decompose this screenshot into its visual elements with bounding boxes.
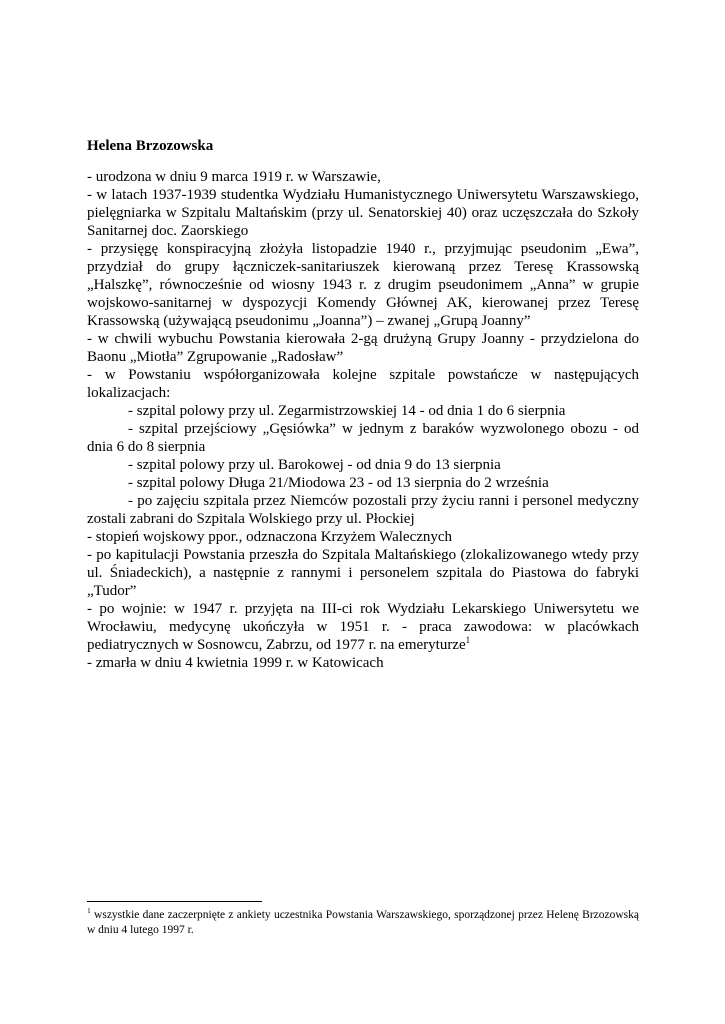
footnote-reference[interactable]: 1: [465, 635, 471, 645]
document-page: [87, 0, 639, 1024]
document-body: [87, 168, 639, 672]
hospital-item-dluga-miodowa: - szpital polowy Długa 21/Miodowa 23 - od 13 sierpnia do 2 września: [128, 475, 549, 491]
document-title: Helena Brzozowska: [87, 138, 214, 154]
hospital-item-barokowa: - szpital polowy przy ul. Barokowej - od dnia 9 do 13 sierpnia: [128, 457, 501, 473]
paragraph-capitulation: - po kapitulacji Powstania przeszła do Szpitala Maltańskiego (zlokalizowanego wtedy przy ul. Śniadeckich), a następnie z rannymi i personelem szpitala do Piastowa do fabryki „Tudor”: [87, 547, 639, 599]
paragraph-oath: - przysięgę konspiracyjną złożyła listopadzie 1940 r., przyjmując pseudonim „Ewa”, przydział do grupy łączniczek-sanitariuszek kierowaną przez Teresę Krassowską „Halszkę”, równocześnie od wiosny 1943 r. z drugim pseudonimem „Anna” w grupie wojskowo-sanitarnej w dyspozycji Komendy Głównej AK, kierowanej przez Teresę Krassowską (używającą pseudonimu „Joanna”) – zwanej „Grupą Joanny”: [87, 241, 639, 329]
footnote-text: wszystkie dane zaczerpnięte z ankiety uczestnika Powstania Warszawskiego, sporządzonej przez Helenę Brzozowską w dniu 4 lutego 1997 r.: [87, 909, 639, 936]
paragraph-birth: - urodzona w dniu 9 marca 1919 r. w Warszawie,: [87, 169, 381, 185]
paragraph-post-war: [87, 600, 639, 654]
footnote-mark: 1: [87, 906, 91, 916]
paragraph-hospitals-intro: - w Powstaniu współorganizowała kolejne szpitale powstańcze w następujących lokalizacjach:: [87, 367, 639, 401]
hospital-item-gesiowka: - szpital przejściowy „Gęsiówka” w jednym z baraków wyzwolonego obozu - od dnia 6 do 8 sierpnia: [87, 421, 639, 455]
paragraph-studies: - w latach 1937-1939 studentka Wydziału Humanistycznego Uniwersytetu Warszawskiego, pielęgniarka w Szpitalu Maltańskim (przy ul. Senatorskiej 40) oraz uczęszczała do Szkoły Sanitarnej doc. Zaorskiego: [87, 187, 639, 239]
paragraph-rank: - stopień wojskowy ppor., odznaczona Krzyżem Walecznych: [87, 529, 453, 545]
hospital-item-evacuation: - po zajęciu szpitala przez Niemców pozostali przy życiu ranni i personel medyczny zostali zabrani do Szpitala Wolskiego przy ul. Płockiej: [87, 493, 639, 527]
paragraph-death: - zmarła w dniu 4 kwietnia 1999 r. w Katowicach: [87, 655, 384, 671]
paragraph-uprising-start: - w chwili wybuchu Powstania kierowała 2-gą drużyną Grupy Joanny - przydzielona do Baonu „Miotła” Zgrupowanie „Radosław”: [87, 331, 639, 365]
hospital-item-zegarmistrzowska: - szpital polowy przy ul. Zegarmistrzowskiej 14 - od dnia 1 do 6 sierpnia: [128, 403, 566, 419]
post-war-text: - po wojnie: w 1947 r. przyjęta na III-ci rok Wydziału Lekarskiego Uniwersytetu we Wrocławiu, medycynę ukończyła w 1951 r. - praca zawodowa: w placówkach pediatrycznych w Sosnowcu, Zabrzu, od 1977 r. na emeryturze: [87, 601, 639, 653]
footnote-separator: [87, 901, 262, 902]
footnote: [87, 908, 639, 938]
